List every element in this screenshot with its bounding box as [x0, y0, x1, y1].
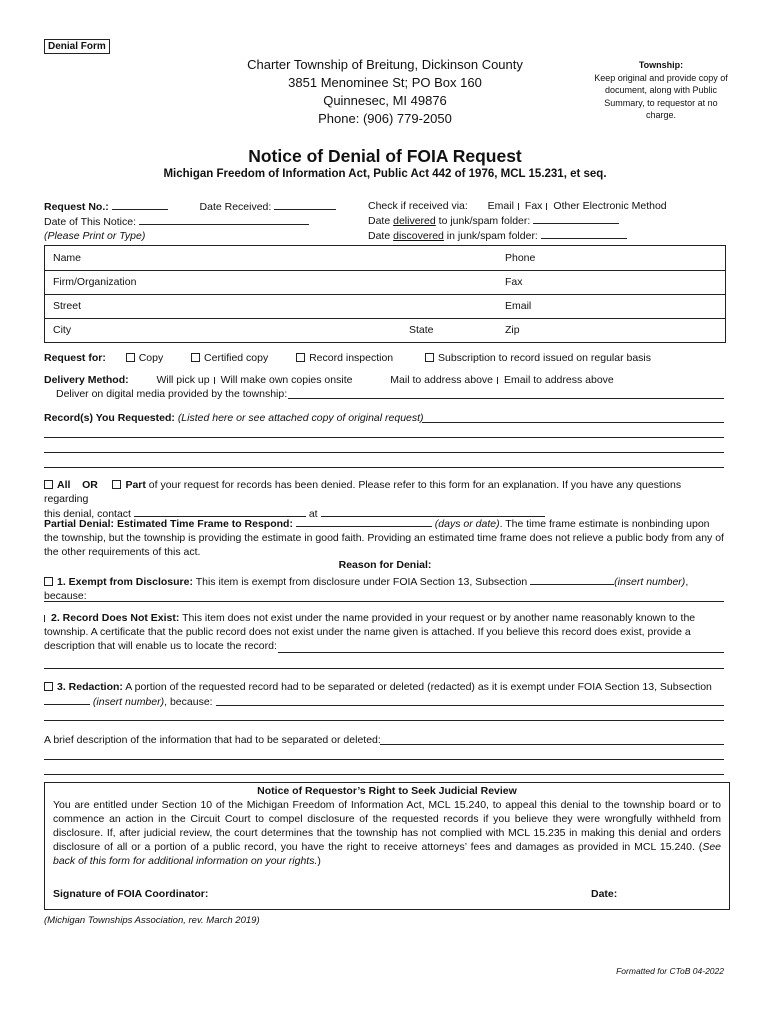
- state-label: State: [409, 324, 434, 336]
- records-line-3[interactable]: [44, 452, 724, 453]
- records-line-4[interactable]: [44, 467, 724, 468]
- date-notice-field[interactable]: [139, 214, 309, 225]
- records-line-1[interactable]: [422, 422, 724, 423]
- delivered-word: delivered: [393, 215, 436, 227]
- judicial-review-notice: [44, 782, 730, 910]
- email-delivery-checkbox[interactable]: [497, 377, 498, 384]
- notice-text-end: ): [317, 855, 321, 867]
- reason-2-line-2[interactable]: [44, 668, 724, 669]
- notice-body: [45, 797, 729, 868]
- reason-3-line-2[interactable]: [44, 720, 724, 721]
- township-note-body: Keep original and provide copy of document, along with Public Summary, to requestor at no charge.: [594, 72, 728, 120]
- reason-2-text-3: description that will enable us to locate the record:: [44, 640, 277, 652]
- delivery-method-row: [44, 373, 614, 387]
- date-notice-label: Date of This Notice:: [44, 216, 137, 228]
- footer-left: (Michigan Townships Association, rev. March 2019): [44, 915, 260, 926]
- city-label: City: [53, 324, 72, 336]
- notice-text: You are entitled under Section 10 of the Michigan Freedom of Information Act, MCL 15.240, to appeal this denial to the township board or to commence an action in the Circuit Court to compel disclosure of the requested records if you believe they were wrongfully withheld from disclosure. If, after judicial review, the court determines that the township has not complied with MCL 15.235 in making this denial and orders disclosure of all or a portion of a public record, you have the right to receive attorneys’ fees and damages as provided in MCL 15.240. (: [53, 799, 721, 853]
- township-header: [200, 56, 570, 128]
- reason-1-paragraph: [44, 574, 728, 603]
- reason-3-hint: (insert number): [92, 696, 165, 708]
- records-requested-hint: (Listed here or see attached copy of original request): [177, 412, 424, 424]
- request-info-right: [368, 199, 667, 243]
- page-subtitle: Michigan Freedom of Information Act, Public Act 442 of 1976, MCL 15.231, et seq.: [163, 168, 607, 180]
- via-fax-label: Fax: [524, 200, 543, 212]
- part-label: Part: [125, 479, 146, 491]
- request-info-left: [44, 199, 336, 243]
- brief-description-line-3[interactable]: [44, 774, 724, 775]
- request-for-label: Request for:: [44, 352, 106, 364]
- name-label: Name: [53, 252, 82, 264]
- reason-3-label: 3. Redaction:: [57, 681, 123, 693]
- record-inspection-label: Record inspection: [309, 352, 394, 364]
- at-label: at: [308, 508, 318, 520]
- print-note: (Please Print or Type): [44, 230, 146, 242]
- township-address-line1: 3851 Menominee St; PO Box 160: [288, 75, 482, 90]
- email-delivery-label: Email to address above: [504, 374, 614, 386]
- reason-1-tail: , because:: [44, 576, 689, 602]
- own-copies-label: Will make own copies onsite: [220, 374, 353, 386]
- brief-description-label: A brief description of the information that had to be separated or deleted:: [44, 734, 381, 746]
- copy-checkbox[interactable]: [126, 353, 135, 362]
- date-discovered-label: in junk/spam folder:: [443, 230, 538, 242]
- date-delivered-field[interactable]: [533, 213, 619, 224]
- reason-3-tail: , because:: [164, 696, 213, 708]
- pickup-label: Will pick up: [156, 374, 210, 386]
- request-for-row: [44, 351, 651, 365]
- certified-copy-label: Certified copy: [204, 352, 269, 364]
- reason-3-line-1[interactable]: [216, 705, 724, 706]
- own-copies-checkbox[interactable]: [214, 377, 215, 384]
- or-label: OR: [82, 479, 98, 491]
- check-via-label: Check if received via:: [368, 200, 468, 212]
- phone-label: Phone: [505, 252, 536, 264]
- notice-see-back: See back of this form for additional information on your rights.: [53, 841, 721, 867]
- date-label: Date:: [591, 888, 618, 900]
- reason-3-text: A portion of the requested record had to be separated or deleted (redacted) as it is exempt under FOIA Section 13, Subsection: [122, 681, 712, 693]
- discovered-word: discovered: [393, 230, 444, 242]
- brief-description-line-1[interactable]: [380, 744, 724, 745]
- date-received-field[interactable]: [274, 199, 336, 210]
- record-inspection-checkbox[interactable]: [296, 353, 305, 362]
- email-label: Email: [505, 300, 532, 312]
- denial-text: of your request for records has been denied. Please refer to this form for an explanation. If you have any questions regarding: [44, 479, 682, 505]
- certified-copy-checkbox[interactable]: [191, 353, 200, 362]
- date-delivered-label: to junk/spam folder:: [435, 215, 531, 227]
- records-requested-row: [44, 411, 424, 425]
- partial-denial-label: Partial Denial: Estimated Time Frame to Respond:: [44, 518, 293, 530]
- notice-title: Notice of Requestor’s Right to Seek Judicial Review: [257, 785, 517, 797]
- via-fax-checkbox[interactable]: [518, 203, 519, 210]
- reason-title: Reason for Denial:: [338, 559, 432, 571]
- reason-1-text: This item is exempt from disclosure under FOIA Section 13, Subsection: [192, 576, 528, 588]
- subscription-checkbox[interactable]: [425, 353, 434, 362]
- reason-1-label: 1. Exempt from Disclosure:: [57, 576, 193, 588]
- via-other-label: Other Electronic Method: [553, 200, 667, 212]
- partial-text-3: the other requirements of this act.: [44, 546, 201, 558]
- digital-media-label: Deliver on digital media provided by the township:: [56, 388, 288, 400]
- delivery-method-label: Delivery Method:: [44, 374, 129, 386]
- mail-label: Mail to address above: [390, 374, 494, 386]
- requestor-info-grid: [44, 245, 726, 343]
- township-name: Charter Township of Breitung, Dickinson County: [247, 57, 523, 72]
- reason-2-text-2: township. A certificate that the public record does not exist under the name given is attached. If you believe this record does exist, provide a: [44, 626, 691, 638]
- reason-2-checkbox[interactable]: [44, 615, 45, 622]
- reason-3-checkbox[interactable]: [44, 682, 53, 691]
- partial-text-2: the township, but the township is providing the estimate in good faith. Providing an estimated time frame does not relieve a public body from any of: [44, 532, 724, 544]
- all-checkbox[interactable]: [44, 480, 53, 489]
- time-frame-hint: (days or date): [434, 518, 500, 530]
- footer-right: Formatted for CToB 04-2022: [616, 966, 724, 976]
- street-label: Street: [53, 300, 82, 312]
- reason-1-line[interactable]: [44, 601, 724, 602]
- date-received-label: Date Received:: [199, 201, 272, 213]
- reason-2-label: 2. Record Does Not Exist:: [51, 612, 180, 624]
- reason-1-hint: (insert number): [614, 576, 686, 588]
- digital-media-field[interactable]: [288, 398, 724, 399]
- copy-label: Copy: [138, 352, 164, 364]
- reason-1-subsection-field[interactable]: [530, 574, 614, 585]
- brief-description-line-2[interactable]: [44, 759, 724, 760]
- via-email-label: Email: [487, 200, 514, 212]
- date-discovered-prefix: Date: [368, 230, 394, 242]
- township-note-title: Township:: [638, 60, 684, 70]
- firm-label: Firm/Organization: [53, 276, 137, 288]
- partial-denial-paragraph: [44, 516, 728, 559]
- request-no-label: Request No.:: [44, 201, 109, 213]
- time-frame-field[interactable]: [296, 516, 432, 527]
- all-label: All: [57, 479, 71, 491]
- signature-label: Signature of FOIA Coordinator:: [53, 888, 209, 900]
- date-delivered-prefix: Date: [368, 215, 394, 227]
- records-requested-label: Record(s) You Requested:: [44, 412, 175, 424]
- reason-2-paragraph: [44, 611, 728, 653]
- request-no-field[interactable]: [112, 199, 168, 210]
- fax-label: Fax: [505, 276, 523, 288]
- partial-text-1: . The time frame estimate is nonbinding upon: [499, 518, 710, 530]
- reason-2-text-1: This item does not exist under the name provided in your request or by another name reasonably known to the: [179, 612, 696, 624]
- township-note: [592, 59, 730, 122]
- form-tag: Denial Form: [44, 39, 110, 54]
- township-address-line2: Quinnesec, MI 49876: [323, 93, 447, 108]
- reason-1-checkbox[interactable]: [44, 577, 53, 586]
- date-discovered-field[interactable]: [541, 228, 627, 239]
- reason-3-subsection-field[interactable]: [44, 694, 90, 705]
- records-line-2[interactable]: [44, 437, 724, 438]
- subscription-label: Subscription to record issued on regular basis: [437, 352, 652, 364]
- via-other-checkbox[interactable]: [546, 203, 547, 210]
- reason-2-line-1[interactable]: [278, 652, 724, 653]
- contact-label: this denial, contact: [44, 508, 131, 520]
- page-title: Notice of Denial of FOIA Request: [248, 146, 522, 166]
- denial-scope-paragraph: [44, 478, 728, 521]
- township-phone: Phone: (906) 779-2050: [318, 111, 452, 126]
- part-checkbox[interactable]: [112, 480, 121, 489]
- zip-label: Zip: [505, 324, 520, 336]
